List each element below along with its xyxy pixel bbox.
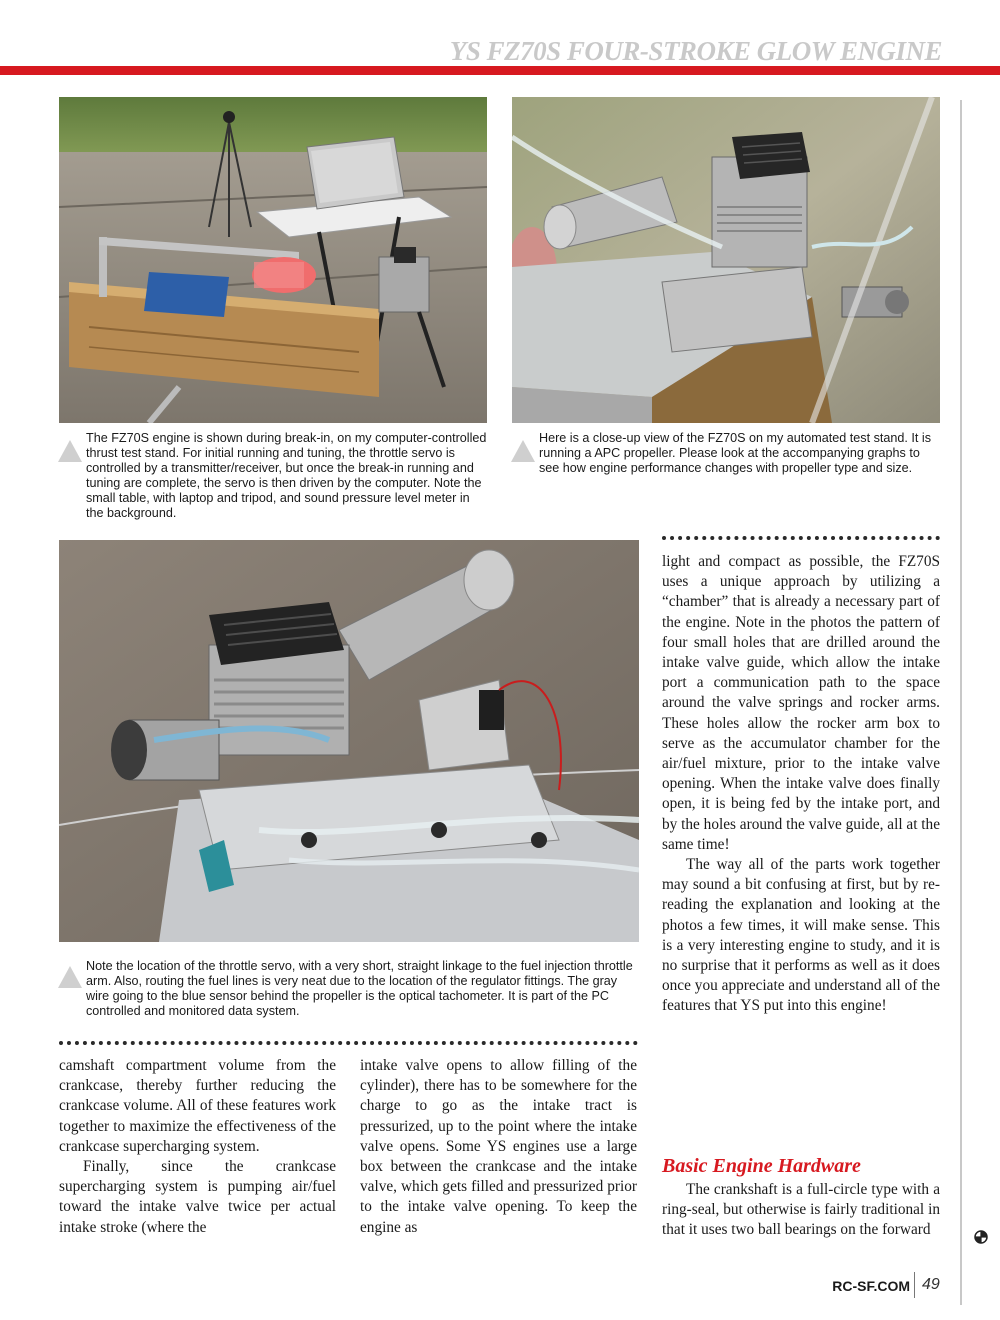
photo-test-stand xyxy=(59,97,487,423)
footer-separator xyxy=(914,1272,915,1298)
photo-test-stand-image xyxy=(59,97,487,423)
body-column-3-continued xyxy=(662,1180,940,1241)
body-column-3 xyxy=(662,552,940,1017)
caption-pointer-icon xyxy=(58,440,82,462)
body-paragraph: Finally, since the crankcase supercharging system is pumping air/fuel toward the intake valve twice per actual intake stroke (where the xyxy=(59,1158,336,1236)
page-edge-rule xyxy=(960,100,962,1305)
caption-photo2: Here is a close-up view of the FZ70S on my automated test stand. It is running a APC propeller. Please look at the accompanying graphs to see how engine performance changes with propeller type and size. xyxy=(539,431,931,475)
footer-site-name: RC-SF.COM xyxy=(832,1278,910,1294)
photo-throttle-servo xyxy=(59,540,639,942)
caption-pointer-icon xyxy=(58,966,82,988)
header-red-bar xyxy=(0,66,1000,75)
body-paragraph: light and compact as possible, the FZ70S uses a unique approach by utilizing a “chamber” that is already a necessary part of the engine. Note in the photos the pattern of four small holes that are drilled around the intake valve guide, which allow the intake port a communication path to the space around the valve springs and rocker arms. These holes allow the rocker arm box to serve as the accumulator chamber for the air/fuel mixture, prior to the intake valve opening. When the intake valve does finally open, it is being fed by the intake port, and by the holes around the valve guide, all at the same time! xyxy=(662,553,940,853)
caption-pointer-icon xyxy=(511,440,535,462)
body-column-2 xyxy=(360,1056,637,1238)
registration-mark-icon xyxy=(974,1230,988,1244)
divider-dotted xyxy=(662,536,940,540)
page-number: 49 xyxy=(922,1276,940,1293)
body-column-1 xyxy=(59,1056,336,1238)
body-paragraph: The way all of the parts work together may sound a bit confusing at first, but by re-reading the explanation and looking at the photos a few times, it will make sense. This is a very interesting engine to study, and it is no surprise that it performs as well as it does once you appreciate and understand all of the features that YS put into this engine! xyxy=(662,856,940,1015)
photo-engine-closeup-image xyxy=(512,97,940,423)
caption-photo1: The FZ70S engine is shown during break-in, on my computer-controlled thrust test stand. For initial running and tuning, the throttle servo is controlled by a transmitter/receiver, but once the break-in running and tuning are complete, the servo is then driven by the computer. Note the small table, with laptop and tripod, and sound pressure level meter in the background. xyxy=(86,431,487,520)
body-paragraph: intake valve opens to allow filling of the cylinder), there has to be somewhere for the charge to go as the intake tract is pressurized, up to the point where the intake valve opens. Some YS engines use a large box between the crankcase and the intake valve, which gets filled and pressurized prior to the intake valve opening. To keep the engine as xyxy=(360,1057,637,1236)
body-paragraph: The crankshaft is a full-circle type with a ring-seal, but otherwise is fairly traditional in that it uses two ball bearings on the forward xyxy=(662,1181,940,1239)
caption-photo3: Note the location of the throttle servo, with a very short, straight linkage to the fuel injection throttle arm. Also, routing the fuel lines is very neat due to the location of the regulator fittings. The gray wire going to the blue sensor behind the propeller is the optical tachometer. It is part of the PC controlled and monitored data system. xyxy=(86,959,633,1018)
photo-engine-closeup xyxy=(512,97,940,423)
photo-throttle-servo-image xyxy=(59,540,639,942)
divider-dotted xyxy=(59,1041,638,1045)
body-paragraph: camshaft compartment volume from the crankcase, thereby further reducing the crankcase volume. All of these features work together to maximize the effectiveness of the crankcase supercharging system. xyxy=(59,1057,336,1155)
section-subhead: Basic Engine Hardware xyxy=(662,1155,861,1177)
running-header: YS FZ70S FOUR-STROKE GLOW ENGINE xyxy=(449,36,942,66)
